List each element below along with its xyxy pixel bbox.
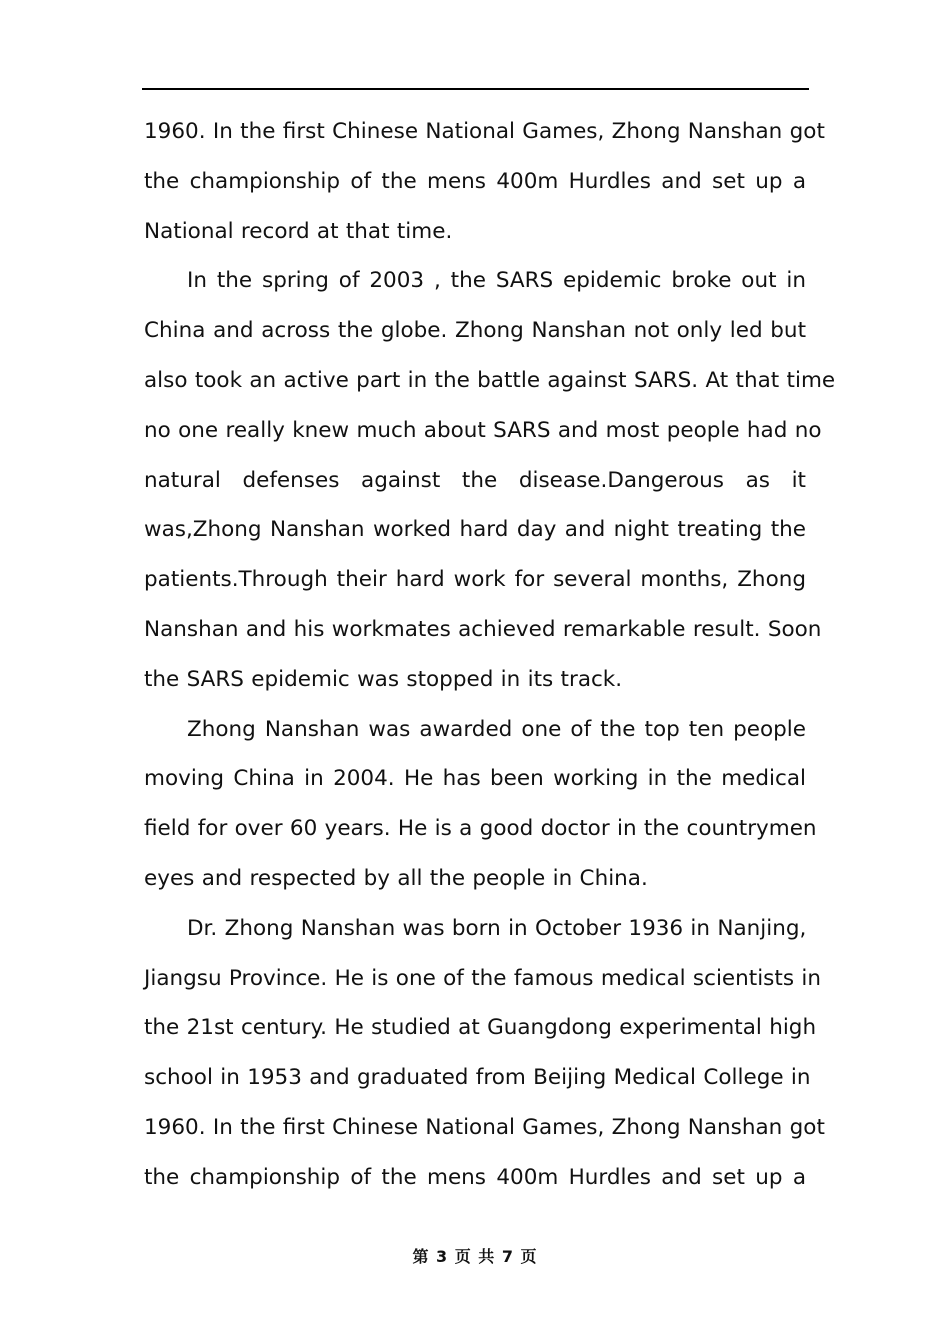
paragraph-4 bbox=[144, 904, 825, 1203]
text-line: Zhong Nanshan was awarded one of the top ten people bbox=[187, 716, 806, 742]
text-line: 1960. In the first Chinese National Games, Zhong Nanshan got bbox=[144, 1114, 825, 1140]
paragraph-2 bbox=[144, 256, 836, 704]
text-line: In the spring of 2003 , the SARS epidemic broke out in bbox=[187, 268, 806, 294]
text-line: school in 1953 and graduated from Beijing Medical College in bbox=[144, 1065, 811, 1091]
text-line: Jiangsu Province. He is one of the famous medical scientists in bbox=[144, 965, 821, 991]
text-line: field for over 60 years. He is a good doctor in the countrymen bbox=[144, 816, 817, 842]
text-line: Nanshan and his workmates achieved remarkable result. Soon bbox=[144, 616, 822, 642]
text-line: natural defenses against the disease.Dangerous as it bbox=[144, 467, 806, 493]
text-line: the 21st century. He studied at Guangdong experimental high bbox=[144, 1015, 817, 1041]
text-line: the championship of the mens 400m Hurdles and set up a bbox=[144, 1164, 806, 1190]
text-line: National record at that time. bbox=[144, 218, 453, 244]
paragraph-3 bbox=[144, 705, 817, 904]
text-line: the championship of the mens 400m Hurdles and set up a bbox=[144, 168, 806, 194]
text-line: 1960. In the first Chinese National Games, Zhong Nanshan got bbox=[144, 119, 825, 144]
document-body bbox=[144, 107, 836, 1203]
text-line: China and across the globe. Zhong Nanshan not only led but bbox=[144, 318, 806, 344]
text-line: moving China in 2004. He has been working in the medical bbox=[144, 766, 806, 792]
text-line: was,Zhong Nanshan worked hard day and night treating the bbox=[144, 517, 806, 543]
page-number-footer: 第 3 页 共 7 页 bbox=[412, 1247, 538, 1266]
paragraph-1 bbox=[144, 107, 825, 256]
text-line: also took an active part in the battle against SARS. At that time bbox=[144, 367, 836, 393]
text-line: no one really knew much about SARS and most people had no bbox=[144, 417, 822, 443]
text-line: eyes and respected by all the people in China. bbox=[144, 865, 648, 891]
text-line: the SARS epidemic was stopped in its track. bbox=[144, 666, 623, 692]
text-line: Dr. Zhong Nanshan was born in October 1936 in Nanjing, bbox=[187, 915, 807, 941]
header-rule bbox=[142, 88, 809, 90]
text-line: patients.Through their hard work for several months, Zhong bbox=[144, 567, 806, 593]
